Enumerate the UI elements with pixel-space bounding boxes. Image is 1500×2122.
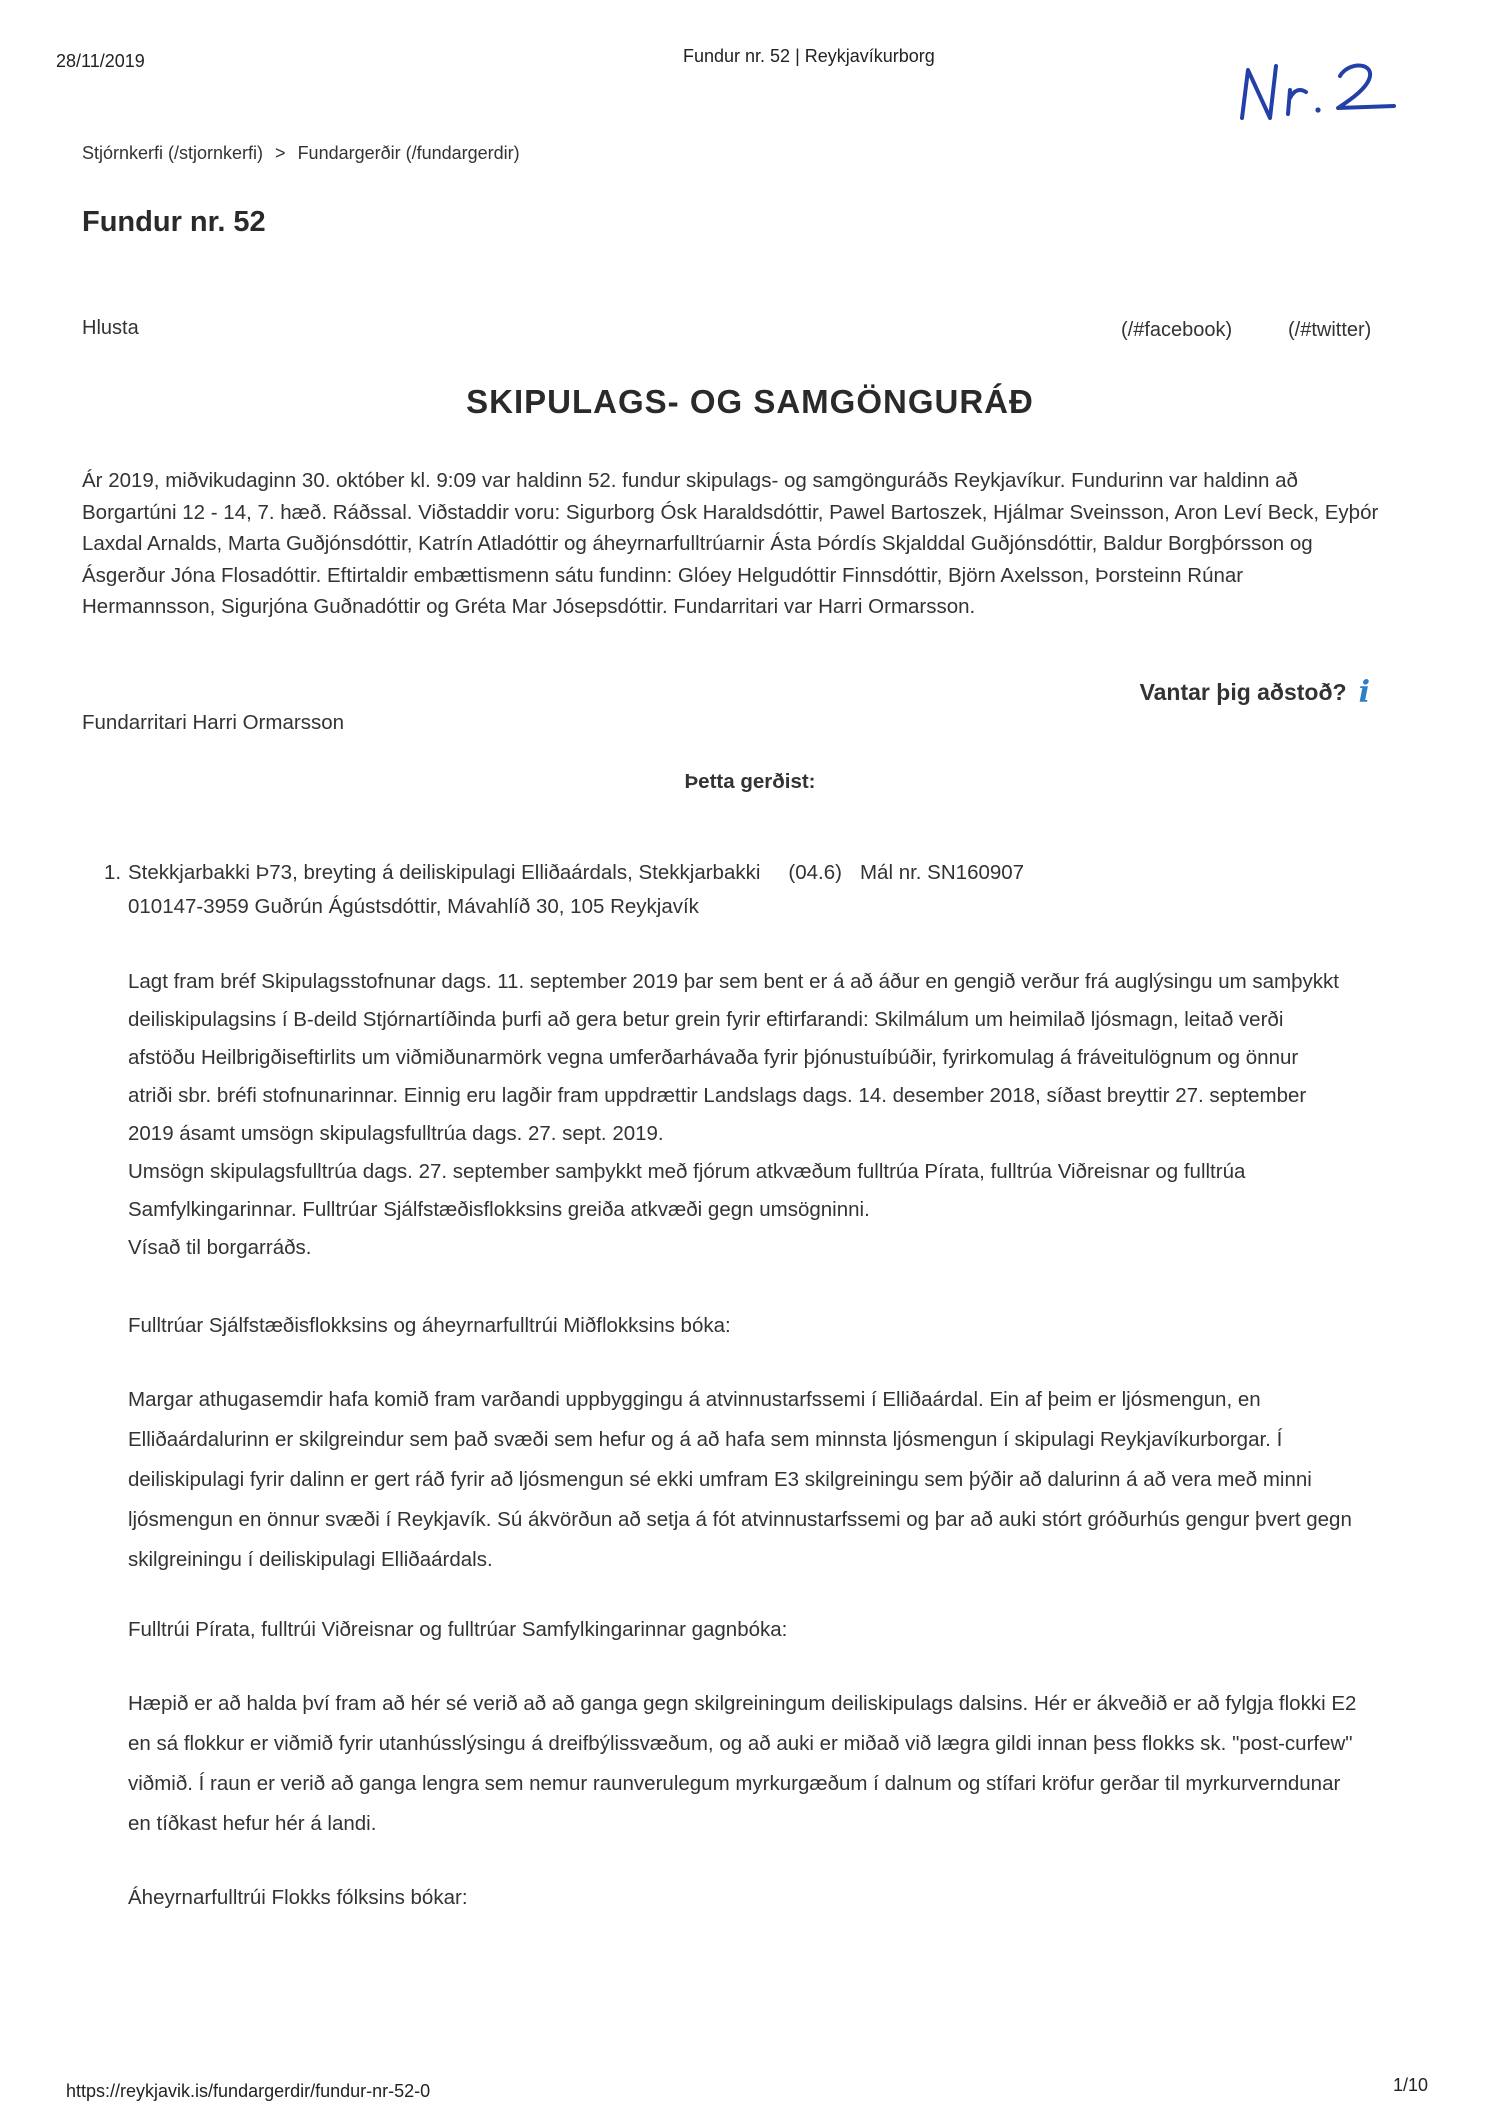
footer-url[interactable]: https://reykjavik.is/fundargerdir/fundur-nr-52-0 [66, 2081, 431, 2101]
booking-paragraph [128, 1380, 1378, 1580]
text-line: atriði sbr. bréfi stofnunarinnar. Einnig eru lagðir fram uppdrættir Landslags dags. 14. desember 2018, síðast breyttir 27. september [128, 1084, 1307, 1107]
text-line: afstöðu Heilbrigðiseftirlits um viðmiðunarmörk vegna umferðarhávaða fyrir þjónustuíbúðir, fyrirkomulag á fráveitulögnum og önnur [128, 1046, 1299, 1069]
agenda-item-applicant: 010147-3959 Guðrún Ágústsdóttir, Mávahlíð 30, 105 Reykjavík [128, 895, 699, 918]
decision-paragraph [128, 963, 1378, 1267]
intro-line: Ár 2019, miðvikudaginn 30. október kl. 9:09 var haldinn 52. fundur skipulags- og samgönguráðs Reykjavíkur. Fundurinn var haldinn að [82, 469, 1298, 492]
text-line: Margar athugasemdir hafa komið fram varðandi uppbyggingu á atvinnustarfssemi í Elliðaárdal. Ein af þeim er ljósmengun, en [128, 1388, 1261, 1411]
agenda-item-number: 1. [104, 861, 122, 884]
text-line: Elliðaárdalurinn er skilgreindur sem það svæði sem hefur og á að hafa sem minnsta ljósmengun í skipulagi Reykjavíkurborgar. Í [128, 1428, 1283, 1451]
text-line: viðmið. Í raun er verið að ganga lengra sem nemur raunverulegum myrkurgæðum í dalnum og stífari kröfur gerðar til myrkurverndunar [128, 1772, 1341, 1795]
breadcrumb-item-stjornkerfi[interactable]: Stjórnkerfi (/stjornkerfi) [82, 143, 264, 163]
agenda-item-title: Stekkjarbakki Þ73, breyting á deiliskipulagi Elliðaárdals, Stekkjarbakki [128, 861, 761, 884]
agenda-item-code: (04.6) [788, 861, 842, 884]
intro-line: Laxdal Arnalds, Marta Guðjónsdóttir, Katrín Atladóttir og áheyrnarfulltrúarnir Ásta Þórdís Skjalddal Guðjónsdóttir, Baldur Borgþórsson og [82, 532, 1313, 555]
text-line: en sá flokkur er viðmið fyrir utanhússlýsingu á dreifbýlissvæðum, og að auki er miðað við lægra gildi innan þess flokks sk. "post-curfew" [128, 1732, 1353, 1755]
text-line: skilgreiningu í deiliskipulagi Elliðaárdals. [128, 1548, 493, 1571]
text-line: Samfylkingarinnar. Fulltrúar Sjálfstæðisflokksins greiða atkvæði gegn umsögninni. [128, 1198, 870, 1221]
breadcrumb-item-fundargerdir[interactable]: Fundargerðir (/fundargerdir) [297, 143, 520, 163]
secretary-line: Fundarritari Harri Ormarsson [82, 711, 344, 734]
agenda-item [104, 856, 1354, 924]
intro-line: Ásgerður Jóna Flosadóttir. Eftirtaldir embættismenn sátu fundinn: Glóey Helgudóttir Finnsdóttir, Björn Axelsson, Þorsteinn Rúnar [82, 563, 1244, 587]
text-line: en tíðkast hefur hér á landi. [128, 1812, 377, 1835]
intro-line: Hermannsson, Sigurjóna Guðnadóttir og Gréta Mar Jósepsdóttir. Fundarritari var Harri Ormarsson. [82, 595, 976, 618]
observer-booking-heading: Áheyrnarfulltrúi Flokks fólksins bókar: [128, 1886, 468, 1909]
booking-heading: Fulltrúar Sjálfstæðisflokksins og áheyrnarfulltrúi Miðflokksins bóka: [128, 1314, 731, 1337]
text-line: ljósmengun en önnur svæði í Reykjavík. Sú ákvörðun að setja á fót atvinnustarfssemi og þar að auki stórt gróðurhús gengur þvert gegn [128, 1508, 1352, 1531]
breadcrumb [82, 143, 520, 164]
text-line: Hæpið er að halda því fram að hér sé verið að að ganga gegn skilgreiningum deiliskipulags dalsins. Hér er ákveðið er að fylgja flokki E2 [128, 1692, 1357, 1715]
board-heading: SKIPULAGS- OG SAMGÖNGURÁÐ [466, 383, 1034, 420]
share-facebook-link[interactable]: (/#facebook) [1121, 319, 1233, 341]
listen-button[interactable]: Hlusta [82, 317, 139, 339]
print-page-title: Fundur nr. 52 | Reykjavíkurborg [683, 46, 935, 66]
text-line: 2019 ásamt umsögn skipulagsfulltrúa dags. 27. sept. 2019. [128, 1122, 664, 1145]
text-line: Lagt fram bréf Skipulagsstofnunar dags. 11. september 2019 þar sem bent er á að áður en gengið verður frá auglýsingu um samþykkt [128, 970, 1339, 993]
handwritten-note [1230, 52, 1410, 137]
text-line: deiliskipulagsins í B-deild Stjórnartíðinda þurfi að gera betur grein fyrir eftirfarandi: Skilmálum um heimilað ljósmagn, leitað verði [128, 1008, 1284, 1031]
text-line: deiliskipulagi fyrir dalinn er gert ráð fyrir að ljósmengun sé ekki umfram E3 skilgreiningu sem þýðir að dalurinn á að vera með minni [128, 1468, 1312, 1491]
share-twitter-link[interactable]: (/#twitter) [1288, 319, 1372, 341]
intro-paragraph [82, 465, 1402, 623]
counter-booking-paragraph [128, 1684, 1378, 1844]
agenda-item-case: Mál nr. SN160907 [859, 861, 1025, 884]
breadcrumb-separator: > [275, 143, 286, 163]
help-button[interactable] [1140, 675, 1370, 710]
handwritten-note-icon [1230, 52, 1410, 132]
intro-line: Borgartúni 12 - 14, 7. hæð. Ráðssal. Viðstaddir voru: Sigurborg Ósk Haraldsdóttir, Pawel Bartoszek, Hjálmar Sveinsson, Aron Leví Beck, Eyþór [82, 500, 1379, 524]
info-icon: i [1358, 675, 1370, 710]
section-heading: Þetta gerðist: [684, 770, 816, 793]
page-title: Fundur nr. 52 [82, 206, 266, 238]
counter-booking-heading: Fulltrúi Pírata, fulltrúi Viðreisnar og fulltrúar Samfylkingarinnar gagnbóka: [128, 1618, 788, 1641]
text-line: Umsögn skipulagsfulltrúa dags. 27. september samþykkt með fjórum atkvæðum fulltrúa Pírata, fulltrúa Viðreisnar og fulltrúa [128, 1160, 1246, 1183]
print-date: 28/11/2019 [56, 51, 145, 71]
help-label: Vantar þig aðstoð? [1139, 679, 1347, 705]
page-number: 1/10 [1393, 2075, 1429, 2095]
text-line: Vísað til borgarráðs. [128, 1236, 312, 1259]
